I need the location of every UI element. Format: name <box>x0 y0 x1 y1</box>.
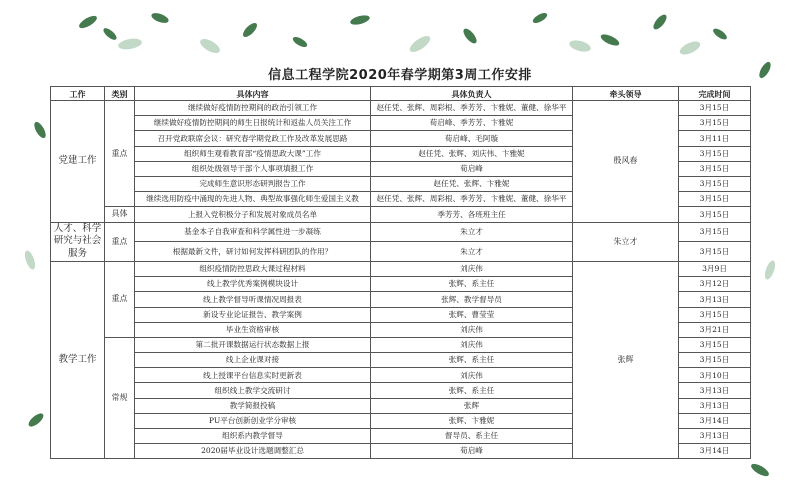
task-owner: 赵任凭、张辉、刘庆伟、卞雅妮 <box>371 146 573 161</box>
task-owner: 赵任凭、张辉、卞雅妮 <box>371 176 573 191</box>
task-owner: 张辉、系主任 <box>371 383 573 398</box>
task-date: 3月12日 <box>679 277 751 292</box>
task-date: 3月13日 <box>679 383 751 398</box>
task-owner: 刘庆伟 <box>371 261 573 276</box>
section-name: 人才、科学研究与社会服务 <box>51 222 105 261</box>
task-owner: 赵任凭、张辉、周彩根、季芳芳、卞雅妮、董健、徐华平 <box>371 101 573 116</box>
task-content: 召开党政联席会议：研究春学期党政工作及改革发展思路 <box>135 131 371 146</box>
section-name: 教学工作 <box>51 261 105 458</box>
task-date: 3月10日 <box>679 368 751 383</box>
task-content: 继续做好疫情防控期间的师生日报统计和返盐人员关注工作 <box>135 116 371 131</box>
header-category: 类别 <box>105 87 135 101</box>
header-leader: 牵头领导 <box>573 87 679 101</box>
task-date: 3月13日 <box>679 398 751 413</box>
task-owner: 张辉、曹莹莹 <box>371 307 573 322</box>
task-date: 3月11日 <box>679 131 751 146</box>
section-name: 党建工作 <box>51 101 105 223</box>
task-date: 3月13日 <box>679 429 751 444</box>
task-owner: 荀启峰 <box>371 444 573 459</box>
group-type: 具体 <box>105 207 135 222</box>
task-date: 3月14日 <box>679 444 751 459</box>
task-date: 3月9日 <box>679 261 751 276</box>
schedule-table <box>50 86 751 459</box>
task-owner: 朱立才 <box>371 222 573 242</box>
task-date: 3月13日 <box>679 292 751 307</box>
task-owner: 张辉、系主任 <box>371 277 573 292</box>
group-type: 重点 <box>105 261 135 337</box>
task-date: 3月14日 <box>679 413 751 428</box>
task-date: 3月15日 <box>679 242 751 262</box>
section-leader: 朱立才 <box>573 222 679 261</box>
task-content: 基金本子自我审查和科学属性进一步凝练 <box>135 222 371 242</box>
task-content: 毕业生资格审核 <box>135 322 371 337</box>
schedule-sheet <box>50 58 750 502</box>
task-owner: 张辉 <box>371 398 573 413</box>
task-date: 3月15日 <box>679 353 751 368</box>
task-owner: 季芳芳、各班班主任 <box>371 207 573 222</box>
task-owner: 赵任凭、张辉、周彩根、季芳芳、卞雅妮、董健、徐华平 <box>371 192 573 207</box>
task-date: 3月15日 <box>679 116 751 131</box>
task-owner: 督导员、系主任 <box>371 429 573 444</box>
task-date: 3月15日 <box>679 307 751 322</box>
task-date: 3月15日 <box>679 337 751 352</box>
task-owner: 张辉、卞雅妮 <box>371 413 573 428</box>
task-date: 3月15日 <box>679 101 751 116</box>
task-content: 组织师生观看教育部“疫情思政大课”工作 <box>135 146 371 161</box>
task-owner: 荀启峰、毛阿璇 <box>371 131 573 146</box>
task-content: 完成师生意识形态研判报告工作 <box>135 176 371 191</box>
task-owner: 朱立才 <box>371 242 573 262</box>
task-owner: 张辉、教学督导员 <box>371 292 573 307</box>
task-content: 继续做好疫情防控期间的政治引领工作 <box>135 101 371 116</box>
section-leader: 殷风春 <box>573 101 679 223</box>
task-content: 组织线上教学交流研讨 <box>135 383 371 398</box>
task-owner: 荀启峰 <box>371 161 573 176</box>
section-leader: 张辉 <box>573 261 679 458</box>
task-owner: 张辉、系主任 <box>371 353 573 368</box>
task-content: 组织疫情防控思政大课过程材料 <box>135 261 371 276</box>
task-content: 组织处级领导干部个人事项填报工作 <box>135 161 371 176</box>
table-row <box>51 222 751 242</box>
task-date: 3月15日 <box>679 222 751 242</box>
page-title: 信息工程学院2020年春学期第3周工作安排 <box>268 68 532 83</box>
task-content: PU平台创新创业学分审核 <box>135 413 371 428</box>
task-owner: 荀启峰、季芳芳、卞雅妮 <box>371 116 573 131</box>
task-content: 线上企业课对接 <box>135 353 371 368</box>
task-content: 第二批开课数据运行状态数据上报 <box>135 337 371 352</box>
task-content: 根据最新文件，研讨如何发挥科研团队的作用？ <box>135 242 371 262</box>
task-owner: 刘庆伟 <box>371 337 573 352</box>
task-content: 上报入党积极分子和发展对象成员名单 <box>135 207 371 222</box>
header-work: 工作 <box>51 87 105 101</box>
task-content: 组织系内教学督导 <box>135 429 371 444</box>
task-content: 新设专业论证报告、教学案例 <box>135 307 371 322</box>
task-content: 线上授课平台信息实时更新表 <box>135 368 371 383</box>
group-type: 重点 <box>105 101 135 207</box>
header-deadline: 完成时间 <box>679 87 751 101</box>
task-date: 3月15日 <box>679 192 751 207</box>
group-type: 重点 <box>105 222 135 261</box>
task-owner: 刘庆伟 <box>371 322 573 337</box>
group-type: 常规 <box>105 337 135 459</box>
task-date: 3月15日 <box>679 146 751 161</box>
table-row <box>51 261 751 276</box>
task-date: 3月15日 <box>679 161 751 176</box>
table-row <box>51 101 751 116</box>
task-owner: 刘庆伟 <box>371 368 573 383</box>
task-content: 2020届毕业设计选题调整汇总 <box>135 444 371 459</box>
header-content: 具体内容 <box>135 87 371 101</box>
task-content: 线上教学督导听课情况周报表 <box>135 292 371 307</box>
header-owner: 具体负责人 <box>371 87 573 101</box>
table-header-row <box>51 87 751 101</box>
task-date: 3月15日 <box>679 176 751 191</box>
task-content: 教学简报投稿 <box>135 398 371 413</box>
task-content: 继续选用防疫中涌现的先进人物、典型故事强化师生爱国主义教 <box>135 192 371 207</box>
task-content: 线上教学优秀案例模块设计 <box>135 277 371 292</box>
task-date: 3月21日 <box>679 322 751 337</box>
task-date: 3月15日 <box>679 207 751 222</box>
